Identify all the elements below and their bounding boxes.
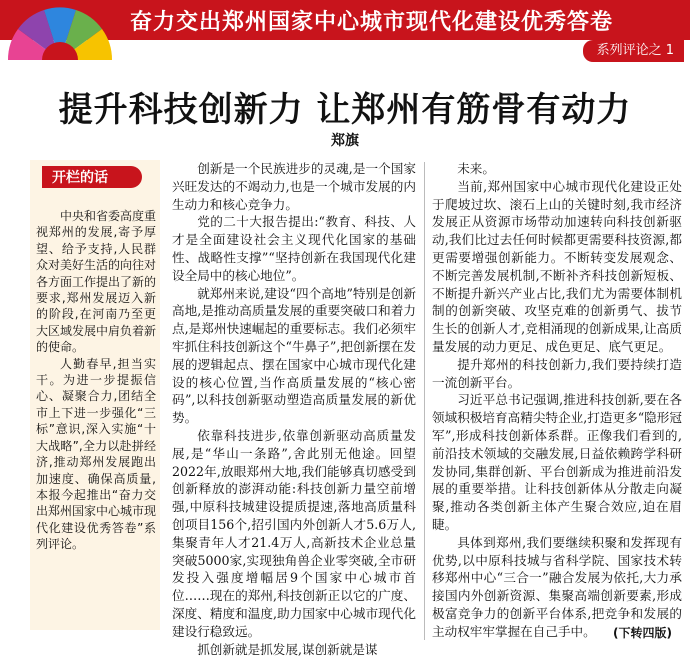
editor-note-box bbox=[30, 160, 160, 630]
author: 郑旗 bbox=[331, 133, 359, 149]
paragraph: 当前,郑州国家中心城市现代化建设正处于爬坡过坎、滚石上山的关键时刻,我市经济发展正从资源市场带动加速转向科技创新驱动,我们比过去任何时候都更需要科技资源,都更需要增强创新能力。不断转变发展观念、不断完善发展机制,不断补齐科技创新短板、不断提升新兴产业占比,我们尤为需要体制机制的创新突破、攻坚克难的创新勇气、拔节生长的创新人才,竞相涌现的创新成果,让高质量发展的动力更足、成色更足、底气更足。 bbox=[432, 178, 682, 354]
article-column-1 bbox=[172, 160, 416, 658]
paragraph: 抓创新就是抓发展,谋创新就是谋 bbox=[197, 641, 378, 657]
continued-note: (下转四版) bbox=[613, 626, 672, 640]
headline: 提升科技创新力 让郑州有筋骨有动力 bbox=[58, 90, 632, 130]
paragraph: 就郑州来说,建设“四个高地”特别是创新高地,是推动高质量发展的重要突破口和着力点,是郑州快速崛起的重要标志。我们必须牢牢抓住科技创新这个“牛鼻子”,把创新摆在发展的逻辑起点、摆在国家中心城市现代化建设的核心位置,当作高质量发展的“核心密码”,以科技创新驱动塑造高质量发展的新优势。 bbox=[172, 285, 416, 426]
series-tag: 系列评论之 1 bbox=[583, 40, 684, 62]
paragraph: 具体到郑州,我们要继续积聚和发挥现有优势,以中原科技城与省科学院、国家技术转移郑州中心“三合一”融合发展为依托,大力承接国内外创新资源、集聚高端创新要素,形成极富竞争力的创新平台体系,把竞争和发展的主动权牢牢掌握在自己手中。 bbox=[432, 534, 682, 639]
note-paragraph: 人勤春早,担当实干。为进一步提振信心、凝聚合力,团结全市上下进一步强化“三标”意识,深入实施“十大战略”,全力以赴拼经济,推动郑州发展跑出加速度、确保高质量,本报今起推出“奋力交出郑州国家中心城市现代化建设优秀答卷”系列评论。 bbox=[36, 356, 157, 552]
paragraph: 创新是一个民族进步的灵魂,是一个国家兴旺发达的不竭动力,也是一个城市发展的内生动力和核心竞争力。 bbox=[172, 161, 416, 212]
article-column-2 bbox=[432, 160, 682, 641]
paragraph: 习近平总书记强调,推进科技创新,要在各领域积极培育高精尖特企业,打造更多“隐形冠军”,形成科技创新体系群。正像我们看到的,前沿技术领域的交融发展,日益依赖跨学科研发协同,集群创新、平台创新成为推进前沿发展的重要举措。让科技创新体从分散走向凝聚,推动各类创新主体产生聚合效应,迫在眉睫。 bbox=[432, 392, 682, 532]
editor-note-body bbox=[36, 208, 156, 553]
note-paragraph: 中央和省委高度重视郑州的发展,寄予厚望、给予支持,人民群众对美好生活的向往对各方面工作提出了新的要求,郑州发展迈入新的阶段,在河南乃至更大区域发展中肩负着新的使命。 bbox=[36, 209, 157, 355]
paragraph: 未来。 bbox=[457, 161, 495, 176]
paragraph: 党的二十大报告提出:“教育、科技、人才是全面建设社会主义现代化国家的基础性、战略性支撑”“坚持创新在我国现代化建设全局中的核心地位”。 bbox=[172, 214, 416, 283]
editor-note-heading bbox=[30, 164, 160, 188]
fan-logo-icon bbox=[0, 0, 120, 60]
banner bbox=[0, 0, 690, 40]
column-divider bbox=[424, 162, 425, 640]
banner-title: 奋力交出郑州国家中心城市现代化建设优秀答卷 bbox=[130, 10, 614, 35]
heading-text: 开栏的话 bbox=[52, 170, 108, 186]
paragraph: 依靠科技进步,依靠创新驱动高质量发展,是“华山一条路”,舍此别无他途。回望2022年,放眼郑州大地,我们能够真切感受到创新释放的澎湃动能:科技创新力量空前增强,中原科技城建设提质提速,落地高质量科创项目156个,招引国内外创新人才5.6万人,集聚青年人才21.4万人,高新技术企业总量突破5000家,实现独角兽企业零突破,全市研发投入强度增幅居9个国家中心城市首位……现在的郑州,科技创新正以它的广度、深度、精度和温度,助力国家中心城市现代化建设行稳致远。 bbox=[172, 427, 416, 639]
paragraph: 提升郑州的科技创新力,我们要持续打造一流创新平台。 bbox=[432, 356, 682, 390]
